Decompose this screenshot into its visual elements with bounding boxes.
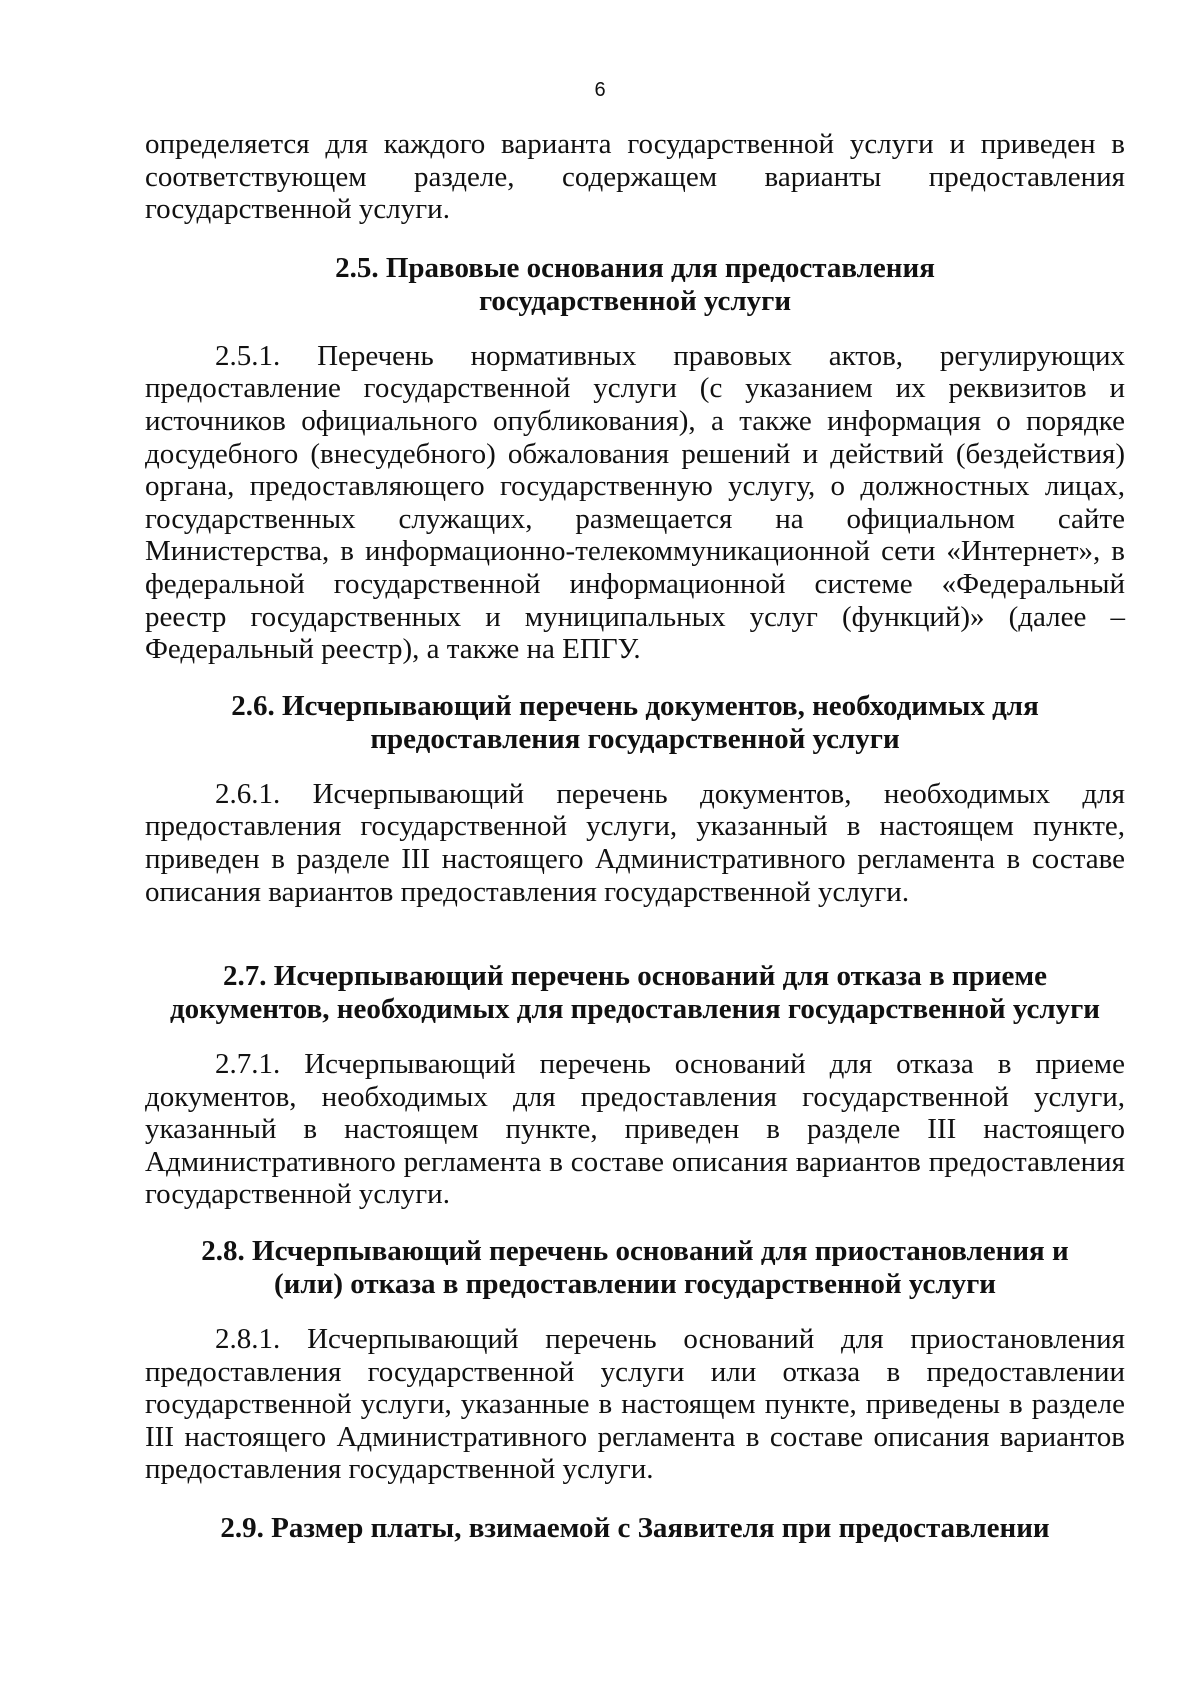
- section-2-7-heading-line2: документов, необходимых для предоставления государственной услуги: [170, 993, 1100, 1026]
- section-2-8-1-paragraph: 2.8.1. Исчерпывающий перечень оснований для приостановления предоставления государственной услуги или отказа в предоставлении государственной услуги, указанные в настоящем пункте, приведены в разделе III настоящего Административного регламента в составе описания вариантов предоставления государственной услуги.: [145, 1323, 1125, 1486]
- section-2-9-heading: [145, 1512, 1125, 1545]
- section-2-6-heading: [145, 690, 1125, 756]
- section-2-7-heading: [145, 960, 1125, 1026]
- section-2-7-1-paragraph: 2.7.1. Исчерпывающий перечень оснований для отказа в приеме документов, необходимых для предоставления государственной услуги, указанный в настоящем пункте, приведен в разделе III настоящего Административного регламента в составе описания вариантов предоставления государственной услуги.: [145, 1048, 1125, 1211]
- section-2-7-heading-line1: 2.7. Исчерпывающий перечень оснований для отказа в приеме: [223, 960, 1047, 993]
- page-number: 6: [594, 79, 606, 101]
- document-body: [145, 128, 1125, 1545]
- section-2-8-heading-line2: (или) отказа в предоставлении государственной услуги: [273, 1268, 997, 1301]
- intro-paragraph: определяется для каждого варианта государственной услуги и приведен в соответствующем разделе, содержащем варианты предоставления государственной услуги.: [145, 128, 1125, 226]
- section-2-5-heading-line1: 2.5. Правовые основания для предоставления: [335, 251, 935, 284]
- section-2-6-1-paragraph: 2.6.1. Исчерпывающий перечень документов, необходимых для предоставления государственной услуги, указанный в настоящем пункте, приведен в разделе III настоящего Административного регламента в составе описания вариантов предоставления государственной услуги.: [145, 777, 1125, 908]
- section-2-6-heading-line2: предоставления государственной услуги: [370, 722, 900, 755]
- section-2-9-heading-line1: 2.9. Размер платы, взимаемой с Заявителя при предоставлении: [220, 1512, 1050, 1545]
- section-2-5-1-paragraph: 2.5.1. Перечень нормативных правовых актов, регулирующих предоставление государственной услуги (с указанием их реквизитов и источников официального опубликования), а также информация о порядке досудебного (внесудебного) обжалования решений и действий (бездействия) органа, предоставляющего государственную услугу, о должностных лицах, государственных служащих, размещается на официальном сайте Министерства, в информационно-телекоммуникационной сети «Интернет», в федеральной государственной информационной системе «Федеральный реестр государственных и муниципальных услуг (функций)» (далее – Федеральный реестр), а также на ЕПГУ.: [145, 339, 1125, 666]
- section-2-5-heading-line2: государственной услуги: [478, 284, 792, 317]
- section-2-6-heading-line1: 2.6. Исчерпывающий перечень документов, необходимых для: [231, 689, 1039, 722]
- section-2-8-heading-line1: 2.8. Исчерпывающий перечень оснований для приостановления и: [201, 1235, 1069, 1268]
- section-2-5-heading: [145, 252, 1125, 318]
- section-2-8-heading: [145, 1235, 1125, 1301]
